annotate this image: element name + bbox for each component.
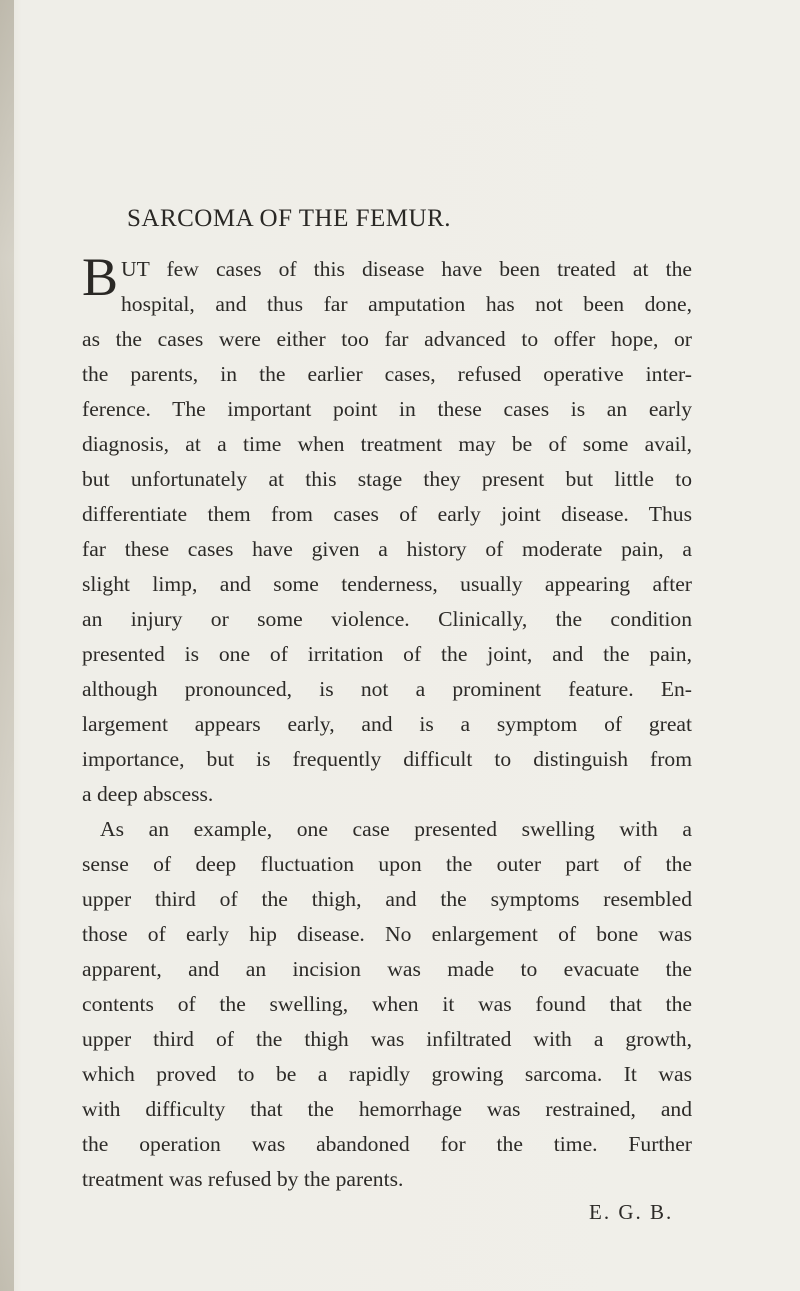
- text-line: the operation was abandoned for the time. Further: [82, 1132, 692, 1156]
- text-line: although pronounced, is not a prominent feature. En-: [82, 677, 692, 701]
- drop-cap: B: [82, 247, 119, 307]
- text-line: an injury or some violence. Clinically, the condition: [82, 607, 692, 631]
- text-line: diagnosis, at a time when treatment may be of some avail,: [82, 432, 692, 456]
- text-line: differentiate them from cases of early joint disease. Thus: [82, 502, 692, 526]
- text-line: the parents, in the earlier cases, refused operative inter-: [82, 362, 692, 386]
- text-line: contents of the swelling, when it was found that the: [82, 992, 692, 1016]
- article-title: SARCOMA OF THE FEMUR.: [127, 205, 452, 232]
- text-line: As an example, one case presented swelling with a: [100, 817, 692, 841]
- text-line: slight limp, and some tenderness, usually appearing after: [82, 572, 692, 596]
- text-line: those of early hip disease. No enlargement of bone was: [82, 922, 692, 946]
- text-line: hospital, and thus far amputation has not been done,: [121, 292, 692, 316]
- author-initials: E. G. B.: [589, 1200, 674, 1224]
- text-line: importance, but is frequently difficult to distinguish from: [82, 747, 692, 771]
- text-line: but unfortunately at this stage they present but little to: [82, 467, 692, 491]
- page-binding-edge: [0, 0, 14, 1291]
- text-line: a deep abscess.: [82, 782, 214, 806]
- text-line: sense of deep fluctuation upon the outer part of the: [82, 852, 692, 876]
- text-line: with difficulty that the hemorrhage was restrained, and: [82, 1097, 692, 1121]
- text-line: upper third of the thigh, and the symptoms resembled: [82, 887, 692, 911]
- text-line: treatment was refused by the parents.: [82, 1167, 404, 1191]
- text-line: presented is one of irritation of the joint, and the pain,: [82, 642, 692, 666]
- text-line: which proved to be a rapidly growing sarcoma. It was: [82, 1062, 692, 1086]
- text-line: far these cases have given a history of moderate pain, a: [82, 537, 692, 561]
- text-line: as the cases were either too far advanced to offer hope, or: [82, 327, 692, 351]
- text-line: upper third of the thigh was infiltrated with a growth,: [82, 1027, 692, 1051]
- text-line: largement appears early, and is a symptom of great: [82, 712, 692, 736]
- text-line: UT few cases of this disease have been treated at the: [121, 257, 692, 281]
- text-line: ference. The important point in these cases is an early: [82, 397, 692, 421]
- text-line: apparent, and an incision was made to evacuate the: [82, 957, 692, 981]
